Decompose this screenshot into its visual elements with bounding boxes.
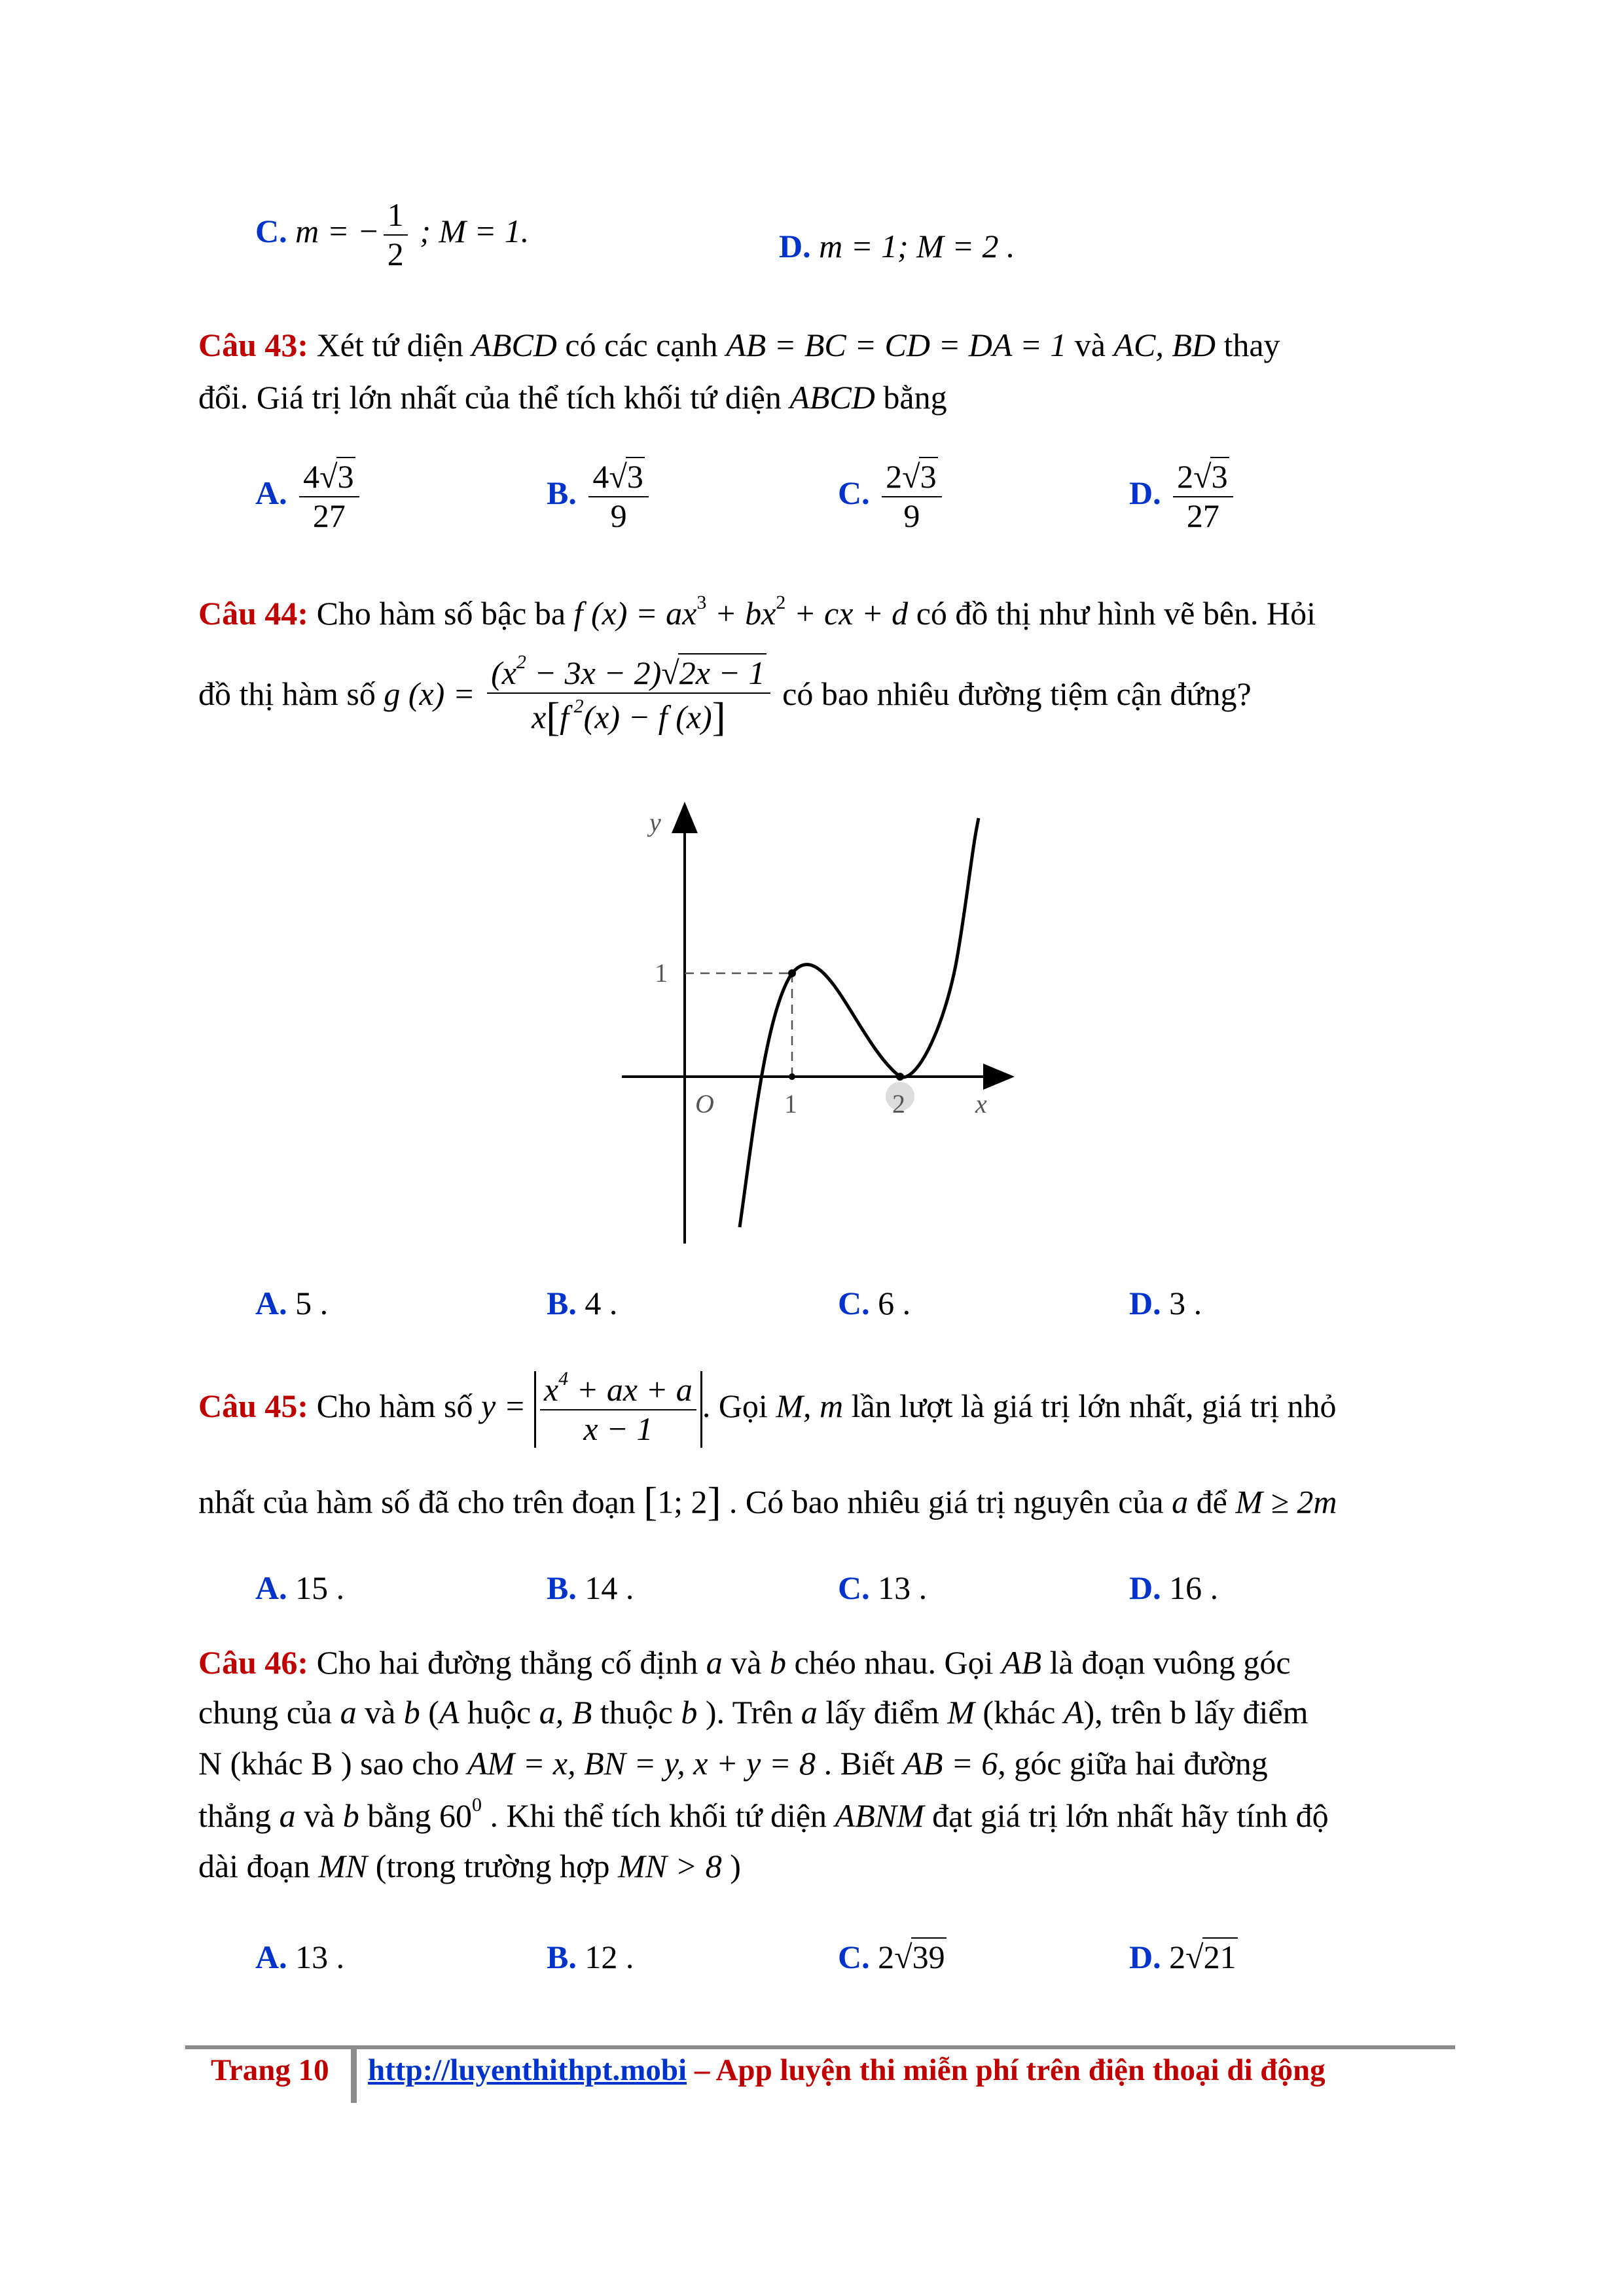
text: ) xyxy=(721,1848,741,1884)
math: (x xyxy=(491,655,516,691)
math: x xyxy=(543,1371,559,1408)
fraction xyxy=(487,651,770,740)
text: ). Trên xyxy=(697,1694,801,1731)
text: . Khi thể tích khối tứ diện xyxy=(482,1797,835,1834)
text: (trong trường hợp xyxy=(367,1848,618,1884)
q46-line5 xyxy=(198,1844,741,1889)
text: (khác xyxy=(974,1694,1064,1731)
fraction: $\frac{4√3}{27}$ xyxy=(299,458,359,535)
footer-separator xyxy=(351,2047,357,2103)
math: AB xyxy=(1001,1644,1042,1681)
math: M, m xyxy=(776,1387,844,1424)
min-point xyxy=(896,1073,904,1081)
text: lần lượt là giá trị lớn nhất, giá trị nhỏ xyxy=(843,1387,1337,1424)
numerator: $(x^2 - 3x - 2)√2x - 1$ xyxy=(487,655,770,694)
q44-option-d xyxy=(1129,1282,1202,1326)
math: AC, BD xyxy=(1113,327,1216,363)
numerator xyxy=(540,1368,696,1410)
prev-option-d xyxy=(779,224,1015,269)
math: + ax + a xyxy=(568,1371,693,1408)
text: . Biết xyxy=(816,1745,903,1782)
q44-option-b xyxy=(547,1282,617,1326)
curve xyxy=(740,818,979,1227)
exponent: 2 xyxy=(569,694,584,717)
exponent: 0 xyxy=(472,1794,482,1816)
denominator: x[f $^2$(x) − f (x)] xyxy=(532,693,726,740)
exponent: 2 xyxy=(776,592,786,613)
math: AM = x, BN = y, x + y = 8 xyxy=(467,1745,816,1782)
text: và xyxy=(356,1694,404,1731)
text: Cho hàm số bậc ba xyxy=(308,595,574,632)
x-label: x xyxy=(975,1089,987,1119)
prev-option-c xyxy=(255,196,529,273)
text: có đồ thị như hình vẽ bên. Hỏi xyxy=(908,595,1316,632)
option-text: 6 . xyxy=(869,1285,911,1321)
q46-line4 xyxy=(198,1794,1329,1839)
radicand: 3 xyxy=(337,458,354,495)
q44-option-a xyxy=(255,1282,328,1326)
option-label: B. xyxy=(547,474,577,511)
footer-tagline: – App luyện thi miễn phí trên điện thoại di động xyxy=(687,2053,1326,2087)
text: huộc xyxy=(459,1694,539,1731)
q46-line2 xyxy=(198,1691,1308,1735)
math: − 3x − 2) xyxy=(526,655,662,691)
text: đồ thị hàm số xyxy=(198,675,384,713)
fraction: $\frac{4√3}{9}$ xyxy=(588,458,648,535)
option-math: m = 1; M = 2 . xyxy=(819,228,1015,264)
option-text: 12 . xyxy=(576,1939,634,1975)
math: AB = 6 xyxy=(903,1745,998,1782)
option-label: B. xyxy=(547,1285,577,1321)
option-text: 4 . xyxy=(576,1285,618,1321)
q45-option-c xyxy=(838,1566,927,1611)
q44-line1 xyxy=(198,592,1316,636)
option-label: C. xyxy=(838,1285,870,1321)
option-label: B. xyxy=(547,1570,577,1606)
numerator: 1 xyxy=(384,196,408,236)
q45-line2: nhất của hàm số đã cho trên đoạn [1; 2] . Có bao nhiêu giá trị nguyên của a để M ≥ 2m xyxy=(198,1479,1337,1524)
option-label: C. xyxy=(838,1570,870,1606)
math: (x) − f (x) xyxy=(583,698,712,735)
option-label: D. xyxy=(779,228,811,264)
math: AB = BC = CD = DA = 1 xyxy=(726,327,1067,363)
denominator: 9 xyxy=(610,497,627,534)
math: MN xyxy=(318,1848,368,1884)
option-label: A. xyxy=(255,1570,287,1606)
option-text: 15 . xyxy=(287,1570,345,1606)
text: đổi. Giá trị lớn nhất của thể tích khối tứ diện xyxy=(198,379,790,416)
option-label: C. xyxy=(838,474,870,511)
text: . Gọi xyxy=(702,1387,776,1424)
question-label: Câu 44: xyxy=(198,595,309,632)
text: và xyxy=(295,1797,343,1834)
text: ), trên b lấy điểm xyxy=(1083,1694,1308,1731)
radicand: 3 xyxy=(1211,458,1228,495)
coef: 2 xyxy=(1161,1939,1186,1975)
option-text: 16 . xyxy=(1161,1570,1219,1606)
fraction: $\frac{2√3}{9}$ xyxy=(882,458,941,535)
math: f xyxy=(560,698,569,735)
q45-option-a xyxy=(255,1566,344,1611)
math: + bx xyxy=(706,595,776,632)
math: b xyxy=(769,1644,786,1681)
text: , góc giữa hai đường xyxy=(998,1745,1268,1782)
option-label: D. xyxy=(1129,1570,1161,1606)
question-label: Câu 43: xyxy=(198,327,309,363)
math: f (x) = ax xyxy=(573,595,697,632)
exponent: 2 xyxy=(516,651,526,673)
coef: 4 xyxy=(303,458,320,495)
text: Cho hàm số xyxy=(308,1387,481,1424)
text: Xét tứ diện xyxy=(308,327,472,363)
radicand: 39 xyxy=(912,1939,945,1975)
text: bằng xyxy=(875,379,947,416)
denominator: 9 xyxy=(903,497,920,534)
denominator: 27 xyxy=(312,497,346,534)
text: ( xyxy=(420,1694,439,1731)
absolute-value xyxy=(534,1368,702,1448)
max-point xyxy=(788,969,796,977)
tick-x1: 1 xyxy=(784,1089,797,1119)
math: M xyxy=(947,1694,975,1731)
text: chéo nhau. Gọi xyxy=(785,1644,1002,1681)
radicand: 3 xyxy=(920,458,937,495)
text: có bao nhiêu đường tiệm cận đứng? xyxy=(774,675,1252,713)
option-label: B. xyxy=(547,1939,577,1975)
q46-option-c: C. 2√39 xyxy=(838,1939,945,1975)
math: x xyxy=(532,698,547,735)
option-text: 14 . xyxy=(576,1570,634,1606)
denominator: 27 xyxy=(1186,497,1219,534)
math: a xyxy=(801,1694,818,1731)
option-label: D. xyxy=(1129,1939,1161,1975)
fraction xyxy=(384,196,408,273)
option-text: 13 . xyxy=(287,1939,345,1975)
math: g (x) = xyxy=(384,675,475,713)
math: ABNM xyxy=(835,1797,924,1834)
coef: 4 xyxy=(592,458,609,495)
q43-option-b xyxy=(547,458,653,535)
q43-option-c xyxy=(838,458,946,535)
text: lấy điểm xyxy=(817,1694,948,1731)
math: + cx + d xyxy=(785,595,909,632)
text: N (khác B ) sao cho xyxy=(198,1745,467,1782)
text: thẳng xyxy=(198,1797,280,1834)
q45-option-b xyxy=(547,1566,634,1611)
text: bằng 60 xyxy=(359,1797,472,1834)
option-text: 5 . xyxy=(287,1285,329,1321)
text: thay xyxy=(1215,327,1280,363)
q46-line1 xyxy=(198,1641,1291,1685)
math: b xyxy=(403,1694,420,1731)
math: a xyxy=(340,1694,357,1731)
option-label: A. xyxy=(255,474,287,511)
text: là đoạn vuông góc xyxy=(1041,1644,1291,1681)
cubic-graph xyxy=(609,795,1034,1253)
radicand: 21 xyxy=(1203,1939,1236,1975)
math: A xyxy=(439,1694,460,1731)
denominator: 2 xyxy=(387,235,404,272)
math: a xyxy=(1172,1483,1189,1520)
math: a, B xyxy=(539,1694,592,1731)
footer-link[interactable]: http://luyenthithpt.mobi xyxy=(368,2053,687,2087)
option-text: 3 . xyxy=(1161,1285,1202,1321)
tick-y1: 1 xyxy=(655,958,668,988)
option-label: A. xyxy=(255,1285,287,1321)
interval: 1; 2 xyxy=(657,1483,708,1520)
exponent: 3 xyxy=(696,592,707,613)
coef: 2 xyxy=(869,1939,895,1975)
q43-line2 xyxy=(198,376,947,420)
text: chung của xyxy=(198,1694,340,1731)
math: ABCD xyxy=(471,327,557,363)
y-label: y xyxy=(649,808,661,837)
footer-rule xyxy=(185,2045,1455,2049)
q46-option-b xyxy=(547,1935,634,1980)
coef: 2 xyxy=(1177,458,1194,495)
option-math: ; M = 1. xyxy=(411,212,530,249)
q46-line3 xyxy=(198,1742,1268,1786)
q45-option-d xyxy=(1129,1566,1218,1611)
q44-option-c xyxy=(838,1282,911,1326)
text: . Có bao nhiêu giá trị nguyên của xyxy=(721,1483,1172,1520)
question-label: Câu 46: xyxy=(198,1644,309,1681)
text: để xyxy=(1188,1483,1236,1520)
denominator: x − 1 xyxy=(583,1410,653,1447)
q46-option-a xyxy=(255,1935,344,1980)
text: Cho hai đường thẳng cố định xyxy=(308,1644,706,1681)
math: MN > 8 xyxy=(618,1848,722,1884)
tick-point xyxy=(789,1073,795,1080)
coef: 2 xyxy=(886,458,903,495)
math: a xyxy=(706,1644,723,1681)
option-label: C. xyxy=(838,1939,870,1975)
text: và xyxy=(722,1644,770,1681)
text: nhất của hàm số đã cho trên đoạn xyxy=(198,1483,644,1520)
math: b xyxy=(342,1797,359,1834)
q43-option-a xyxy=(255,458,363,535)
math: ABCD xyxy=(789,379,875,416)
option-text: 13 . xyxy=(869,1570,928,1606)
text: thuộc xyxy=(592,1694,681,1731)
q44-line2 xyxy=(198,651,1252,740)
fraction: $\frac{2√3}{27}$ xyxy=(1173,458,1233,535)
option-label: D. xyxy=(1129,474,1161,511)
radicand: 3 xyxy=(626,458,643,495)
option-math: m = − xyxy=(295,212,380,249)
q43-option-d xyxy=(1129,458,1237,535)
q46-option-d: D. 2√21 xyxy=(1129,1939,1236,1975)
text: và xyxy=(1066,327,1114,363)
exponent: 4 xyxy=(558,1368,569,1390)
math: M ≥ 2m xyxy=(1235,1483,1337,1520)
text: dài đoạn xyxy=(198,1848,319,1884)
page-number: Trang 10 xyxy=(211,2053,329,2087)
question-label: Câu 45: xyxy=(198,1387,309,1424)
q45-line1 xyxy=(198,1368,1337,1448)
origin-label: O xyxy=(695,1089,714,1119)
text: có các cạnh xyxy=(556,327,727,363)
math: a xyxy=(279,1797,296,1834)
tick-x2: 2 xyxy=(892,1089,905,1119)
option-label: C. xyxy=(255,212,287,249)
text: đạt giá trị lớn nhất hãy tính độ xyxy=(924,1797,1329,1834)
math: y = xyxy=(480,1387,526,1424)
math: A xyxy=(1063,1694,1084,1731)
math: b xyxy=(681,1694,698,1731)
option-label: D. xyxy=(1129,1285,1161,1321)
footer-text xyxy=(368,2050,1326,2091)
q43-line1 xyxy=(198,323,1280,368)
fraction xyxy=(540,1368,696,1448)
option-label: A. xyxy=(255,1939,287,1975)
radicand: 2x − 1 xyxy=(679,655,765,691)
